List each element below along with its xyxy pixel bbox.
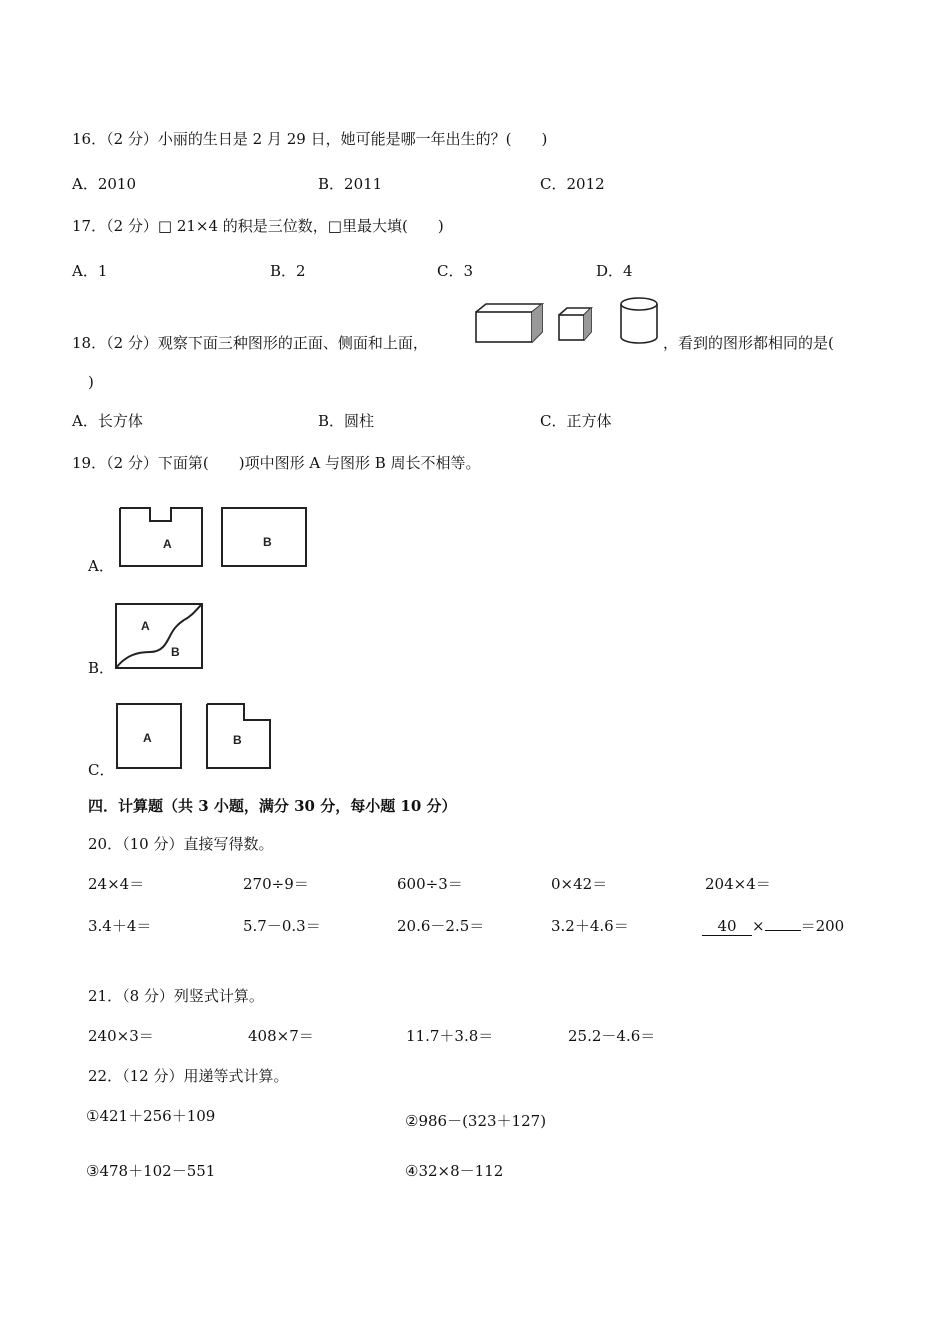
q17-option-a: A．1: [72, 262, 108, 280]
shape-a-label: A: [163, 537, 172, 551]
cylinder-figure: [618, 295, 660, 347]
q20-row1-item: 24×4＝: [88, 875, 145, 893]
q22-item: ②986－(323＋127): [405, 1112, 547, 1130]
q17-option-c: C．3: [437, 262, 474, 280]
q16-option-b: B．2011: [318, 175, 383, 193]
q19-option-b-figure: [112, 600, 208, 672]
q20-row1-item: 204×4＝: [705, 875, 771, 893]
q19-option-c-figure: [112, 700, 278, 772]
q20-blank-expression: [702, 916, 844, 936]
q18-option-c: C．正方体: [540, 412, 612, 430]
q19-option-a-figure: [114, 503, 310, 571]
section-4-title: 四．计算题（共 3 小题，满分 30 分，每小题 10 分）: [88, 797, 457, 815]
q17-option-d: D．4: [596, 262, 633, 280]
q16-option-c: C．2012: [540, 175, 605, 193]
q18-stem-start: 18．（2 分）观察下面三种图形的正面、侧面和上面，: [72, 334, 428, 352]
times-sign: ×: [752, 917, 765, 935]
q20-row1-item: 270÷9＝: [243, 875, 309, 893]
q18-option-b: B．圆柱: [318, 412, 375, 430]
q17-option-b: B．2: [270, 262, 306, 280]
shape-b-label: B: [263, 535, 272, 549]
q19-stem: 19．（2 分）下面第( )项中图形 A 与图形 B 周长不相等。: [72, 454, 481, 472]
q21-item: 240×3＝: [88, 1027, 154, 1045]
blank-result: ＝200: [800, 917, 845, 935]
q20-row2-item: 20.6－2.5＝: [397, 917, 485, 935]
q21-item: 408×7＝: [248, 1027, 314, 1045]
q19-option-b-label: B．: [88, 659, 115, 677]
q18-stem-tail: ): [88, 373, 94, 391]
filled-blank[interactable]: 40: [702, 917, 752, 936]
q22-item: ③478＋102－551: [86, 1162, 216, 1180]
q22-item: ④32×8－112: [405, 1162, 504, 1180]
q21-item: 11.7＋3.8＝: [406, 1027, 494, 1045]
q21-item: 25.2－4.6＝: [568, 1027, 656, 1045]
q16-option-a: A．2010: [72, 175, 137, 193]
q20-row1-item: 600÷3＝: [397, 875, 463, 893]
q20-row2-item: 3.2＋4.6＝: [551, 917, 629, 935]
empty-blank[interactable]: [765, 930, 801, 931]
cuboid-figure: [474, 298, 544, 346]
q22-stem: 22．（12 分）用递等式计算。: [88, 1067, 289, 1085]
q16-stem: 16．（2 分）小丽的生日是 2 月 29 日，她可能是哪一年出生的？( ): [72, 130, 548, 148]
q21-stem: 21．（8 分）列竖式计算。: [88, 987, 264, 1005]
shape-a-label: A: [141, 619, 150, 633]
q20-stem: 20．（10 分）直接写得数。: [88, 835, 274, 853]
cube-figure: [557, 305, 595, 343]
q22-item: ①421＋256＋109: [86, 1107, 216, 1125]
q18-option-a: A．长方体: [72, 412, 143, 430]
q19-option-c-label: C．: [88, 761, 115, 779]
q20-row1-item: 0×42＝: [551, 875, 608, 893]
q18-stem-end: ，看到的图形都相同的是(: [663, 334, 834, 352]
q17-stem: 17．（2 分）□ 21×4 的积是三位数，□里最大填( ): [72, 217, 444, 235]
q20-row2-item: 3.4＋4＝: [88, 917, 152, 935]
q19-option-a-label: A．: [88, 557, 114, 575]
shape-b-label: B: [233, 733, 242, 747]
shape-b-label: B: [171, 645, 180, 659]
shape-a-label: A: [143, 731, 152, 745]
q20-row2-item: 5.7－0.3＝: [243, 917, 321, 935]
